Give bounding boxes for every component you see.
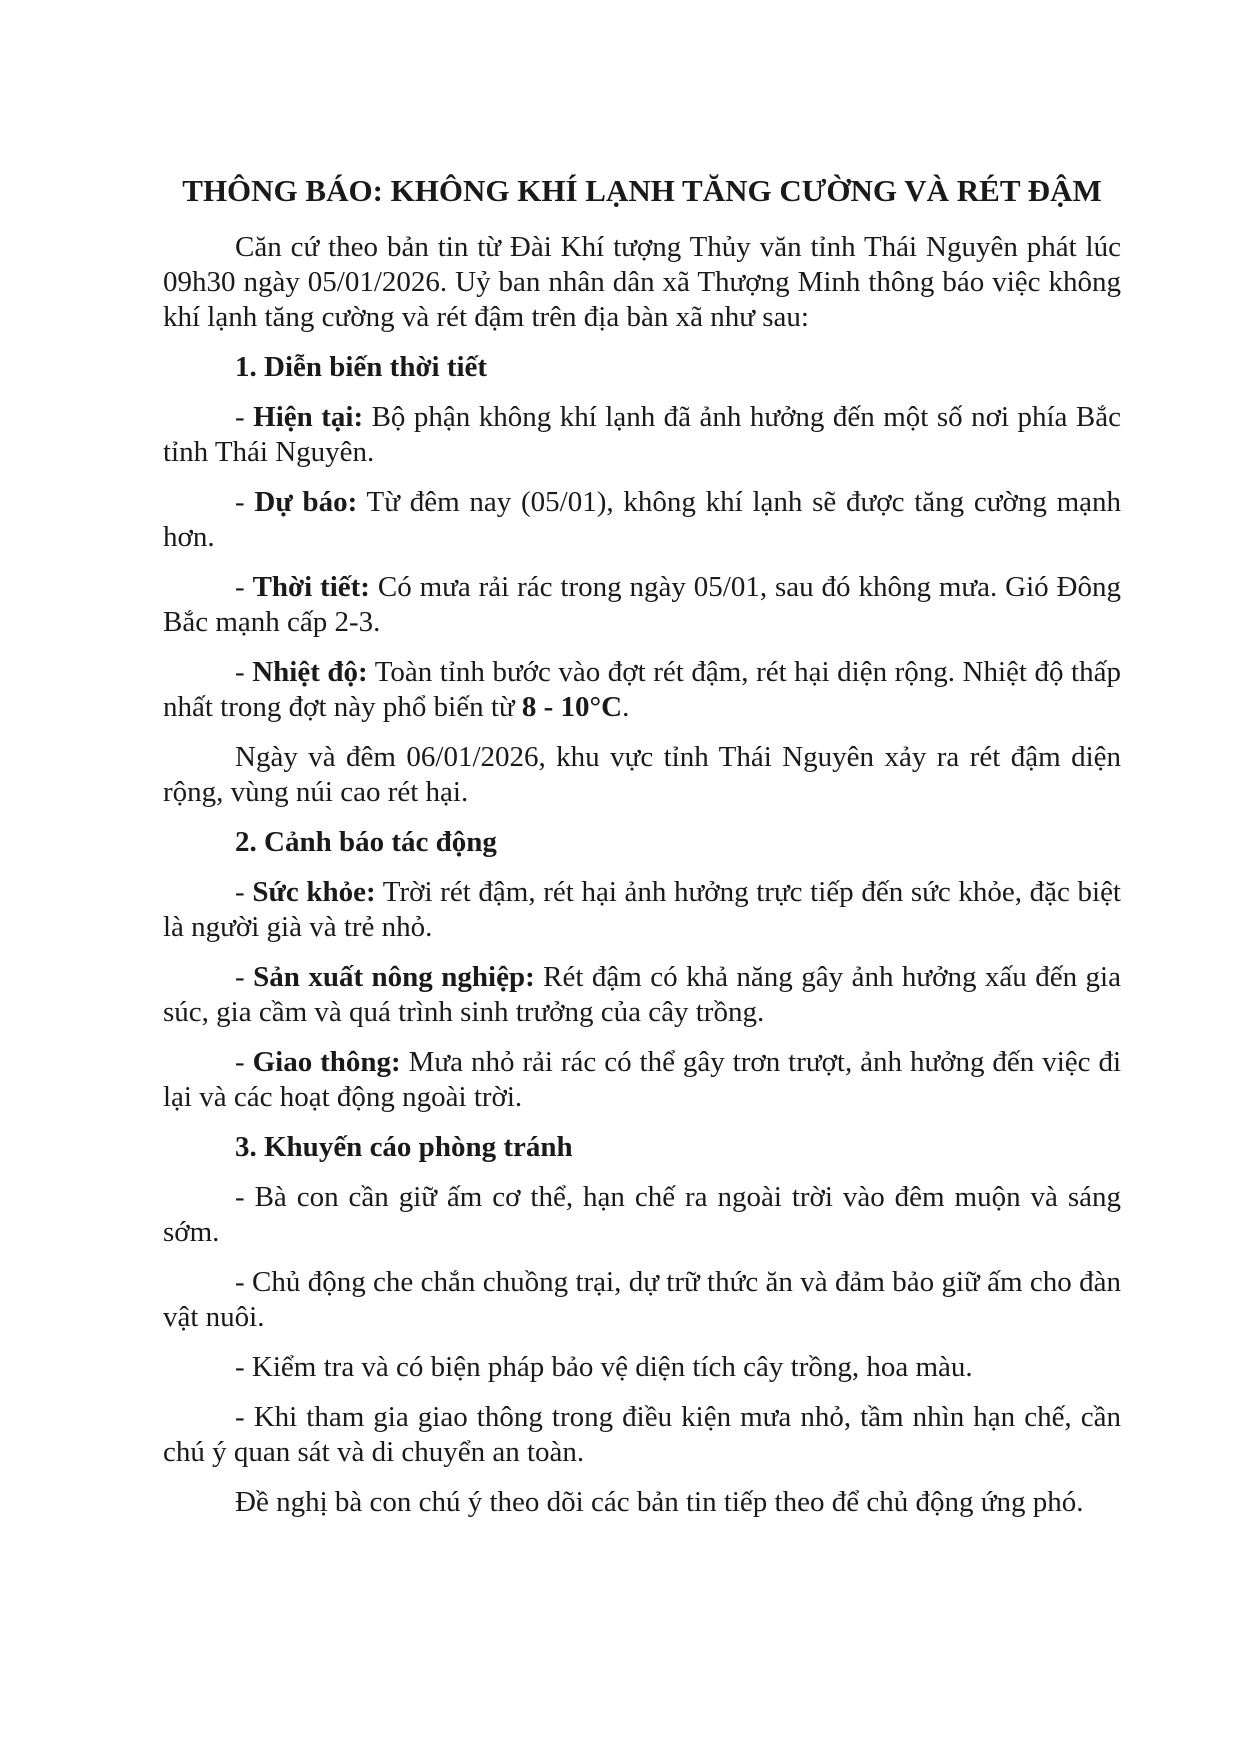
text-run: - — [235, 1046, 253, 1078]
text-run: - — [235, 961, 254, 993]
section-heading-3: 3. Khuyến cáo phòng tránh — [235, 1131, 573, 1163]
document-content — [163, 172, 1121, 1535]
text-run: Rét đậm có khả năng gây ảnh hưởng xấu đến gia súc, gia cầm và quá trình sinh trưởng của cây trồng. — [163, 961, 1121, 1028]
text-run: Khi tham gia giao thông trong điều kiện mưa nhỏ, tầm nhìn hạn chế, cần chú ý quan sát và di chuyển an toàn. — [163, 1401, 1121, 1468]
text-run: Trời rét đậm, rét hại ảnh hưởng trực tiếp đến sức khỏe, đặc biệt là người già và trẻ nhỏ. — [163, 876, 1121, 943]
section-heading-2: 2. Cảnh báo tác động — [235, 826, 497, 858]
bullet-item — [163, 960, 1121, 1030]
bold-run: Nhiệt độ: — [252, 656, 368, 688]
text-run: - — [235, 571, 253, 603]
paragraph — [163, 740, 1121, 810]
text-run: Bà con cần giữ ấm cơ thể, hạn chế ra ngoài trời vào đêm muộn và sáng sớm. — [163, 1181, 1121, 1248]
text-run: - — [235, 1351, 252, 1383]
text-run: - — [235, 1266, 253, 1298]
text-run: Từ đêm nay (05/01), không khí lạnh sẽ được tăng cường mạnh hơn. — [163, 486, 1121, 553]
bullet-item — [163, 570, 1121, 640]
text-run: - — [235, 1181, 255, 1213]
bold-run: Dự báo: — [254, 486, 358, 518]
text-run: Toàn tỉnh bước vào đợt rét đậm, rét hại diện rộng. Nhiệt độ thấp nhất trong đợt này phổ biến từ — [163, 656, 1121, 723]
bullet-item — [163, 655, 1121, 725]
intro-paragraph: Căn cứ theo bản tin từ Đài Khí tượng Thủy văn tỉnh Thái Nguyên phát lúc 09h30 ngày 05/01/2026. Uỷ ban nhân dân xã Thượng Minh thông báo việc không khí lạnh tăng cường và rét đậm trên địa bàn xã như sau: — [163, 231, 1121, 333]
text-run: Kiểm tra và có biện pháp bảo vệ diện tích cây trồng, hoa màu. — [251, 1351, 973, 1383]
text-run: Có mưa rải rác trong ngày 05/01, sau đó không mưa. Gió Đông Bắc mạnh cấp 2-3. — [163, 571, 1121, 638]
text-run: - — [235, 401, 254, 433]
bullet-item — [163, 1350, 1121, 1385]
bold-run: Thời tiết: — [252, 571, 370, 603]
text-run: Chủ động che chắn chuồng trại, dự trữ thức ăn và đảm bảo giữ ấm cho đàn vật nuôi. — [163, 1266, 1121, 1333]
text-run: Ngày và đêm 06/01/2026, khu vực tỉnh Thái Nguyên xảy ra rét đậm diện rộng, vùng núi cao rét hại. — [163, 741, 1121, 808]
bold-run: Sản xuất nông nghiệp: — [253, 961, 535, 993]
bold-run: Giao thông: — [252, 1046, 401, 1078]
bold-run: Sức khỏe: — [252, 876, 376, 908]
closing-paragraph: Đề nghị bà con chú ý theo dõi các bản tin tiếp theo để chủ động ứng phó. — [235, 1486, 1084, 1518]
section-heading-1: 1. Diễn biến thời tiết — [235, 351, 488, 383]
bullet-item — [163, 875, 1121, 945]
bullet-item — [163, 1265, 1121, 1335]
text-run: . — [622, 691, 630, 723]
bullet-item — [163, 1045, 1121, 1115]
text-run: - — [235, 1401, 254, 1433]
bullet-item — [163, 1400, 1121, 1470]
bold-run: 8 - 10°C — [521, 691, 623, 723]
bullet-item — [163, 485, 1121, 555]
text-run: - — [235, 486, 255, 518]
bold-run: Hiện tại: — [253, 401, 364, 433]
text-run: - — [235, 656, 253, 688]
text-run: Mưa nhỏ rải rác có thể gây trơn trượt, ảnh hưởng đến việc đi lại và các hoạt động ngoài trời. — [163, 1046, 1122, 1113]
bullet-item — [163, 400, 1121, 470]
page-title: THÔNG BÁO: KHÔNG KHÍ LẠNH TĂNG CƯỜNG VÀ RÉT ĐẬM — [182, 173, 1102, 208]
bullet-item — [163, 1180, 1121, 1250]
text-run: Bộ phận không khí lạnh đã ảnh hưởng đến một số nơi phía Bắc tỉnh Thái Nguyên. — [163, 401, 1121, 468]
text-run: - — [235, 876, 253, 908]
